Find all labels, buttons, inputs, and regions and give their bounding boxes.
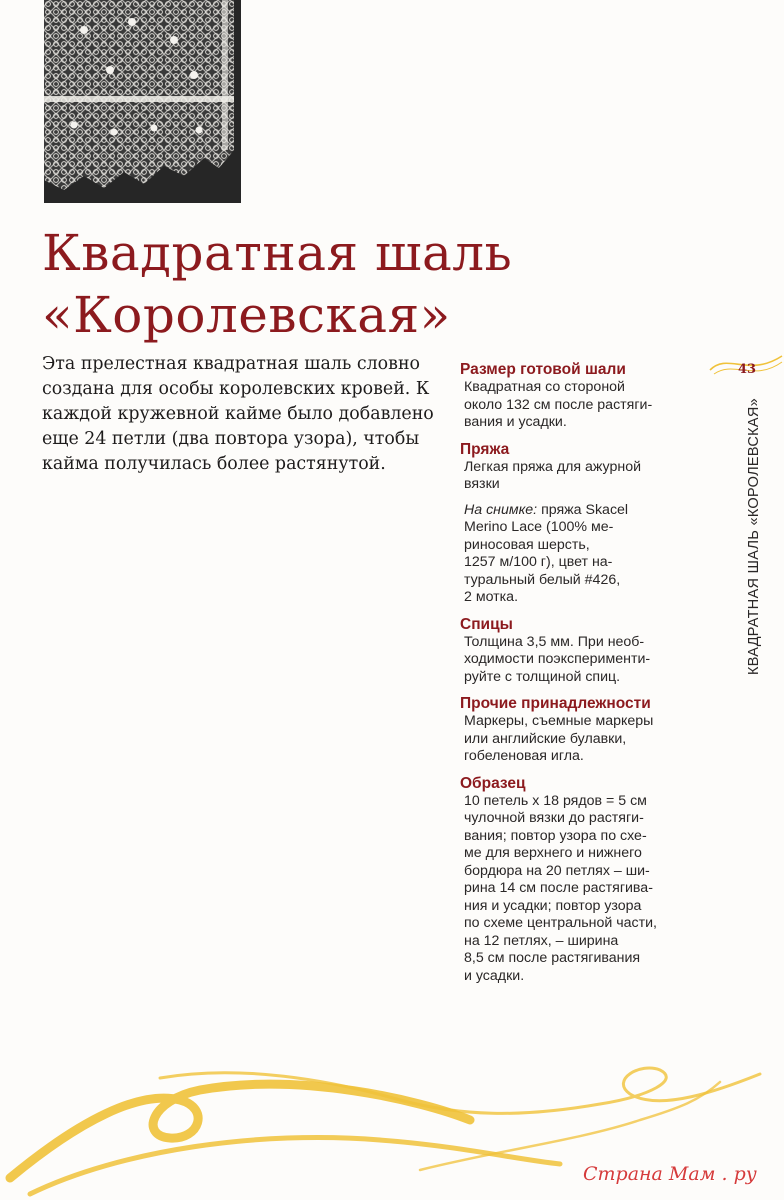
spec-notions xyxy=(460,694,688,766)
title-line-1: Квадратная шаль xyxy=(42,224,513,282)
spec-needles-text: Толщина 3,5 мм. При необ- ходимости поэксперименти- руйте с толщиной спиц. xyxy=(464,633,651,685)
page-title xyxy=(42,222,662,346)
spec-yarn xyxy=(460,440,688,607)
spec-needles xyxy=(460,615,688,687)
spec-size xyxy=(460,360,688,432)
title-line-2: «Королевская» xyxy=(42,286,451,344)
side-running-title: КВАДРАТНАЯ ШАЛЬ «КОРОЛЕВСКАЯ» xyxy=(746,398,762,675)
spec-yarn-text: Легкая пряжа для ажурной вязки xyxy=(464,458,642,492)
intro-paragraph: Эта прелестная квадратная шаль словно создана для особы королевских кровей. К каждой кружевной кайме было добавлено еще 24 петли (два повтора узора), чтобы кайма получилась более растянутой. xyxy=(42,354,434,474)
spec-needles-title: Спицы xyxy=(460,615,513,633)
spec-size-text: Квадратная со стороной около 132 см после растяги- вания и усадки. xyxy=(464,379,653,430)
spec-yarn-photo-note xyxy=(460,502,688,607)
page-number: 43 xyxy=(738,362,757,377)
spec-size-title: Размер готовой шали xyxy=(460,361,626,378)
watermark: Страна Мам . ру xyxy=(583,1163,757,1185)
spec-gauge-title: Образец xyxy=(460,774,526,792)
spec-notions-title: Прочие принадлежности xyxy=(460,695,651,712)
spec-gauge-text: 10 петель x 18 рядов = 5 см чулочной вязки до растяги- вания; повтор узора по схе- ме для верхнего и нижнего бордюра на 20 петлях – ши- рина 14 см после растягива- ния и усадки; повтор узора по схеме центральной части, на 12 петлях, – ширина 8,5 см после растягивания и усадки. xyxy=(464,792,657,984)
spec-yarn-title: Пряжа xyxy=(460,440,510,458)
spec-gauge xyxy=(460,774,688,986)
shawl-photo xyxy=(44,0,241,203)
spec-notions-text: Маркеры, съемные маркеры или английские булавки, гобеленовая игла. xyxy=(464,713,654,764)
specs-column xyxy=(460,360,688,993)
photo-note-text: пряжа Skacel Merino Lace (100% ме- риносовая шерсть, 1257 м/100 г), цвет на- туральный белый #426, 2 мотка. xyxy=(464,501,629,605)
photo-note-label: На снимке: xyxy=(464,501,538,518)
